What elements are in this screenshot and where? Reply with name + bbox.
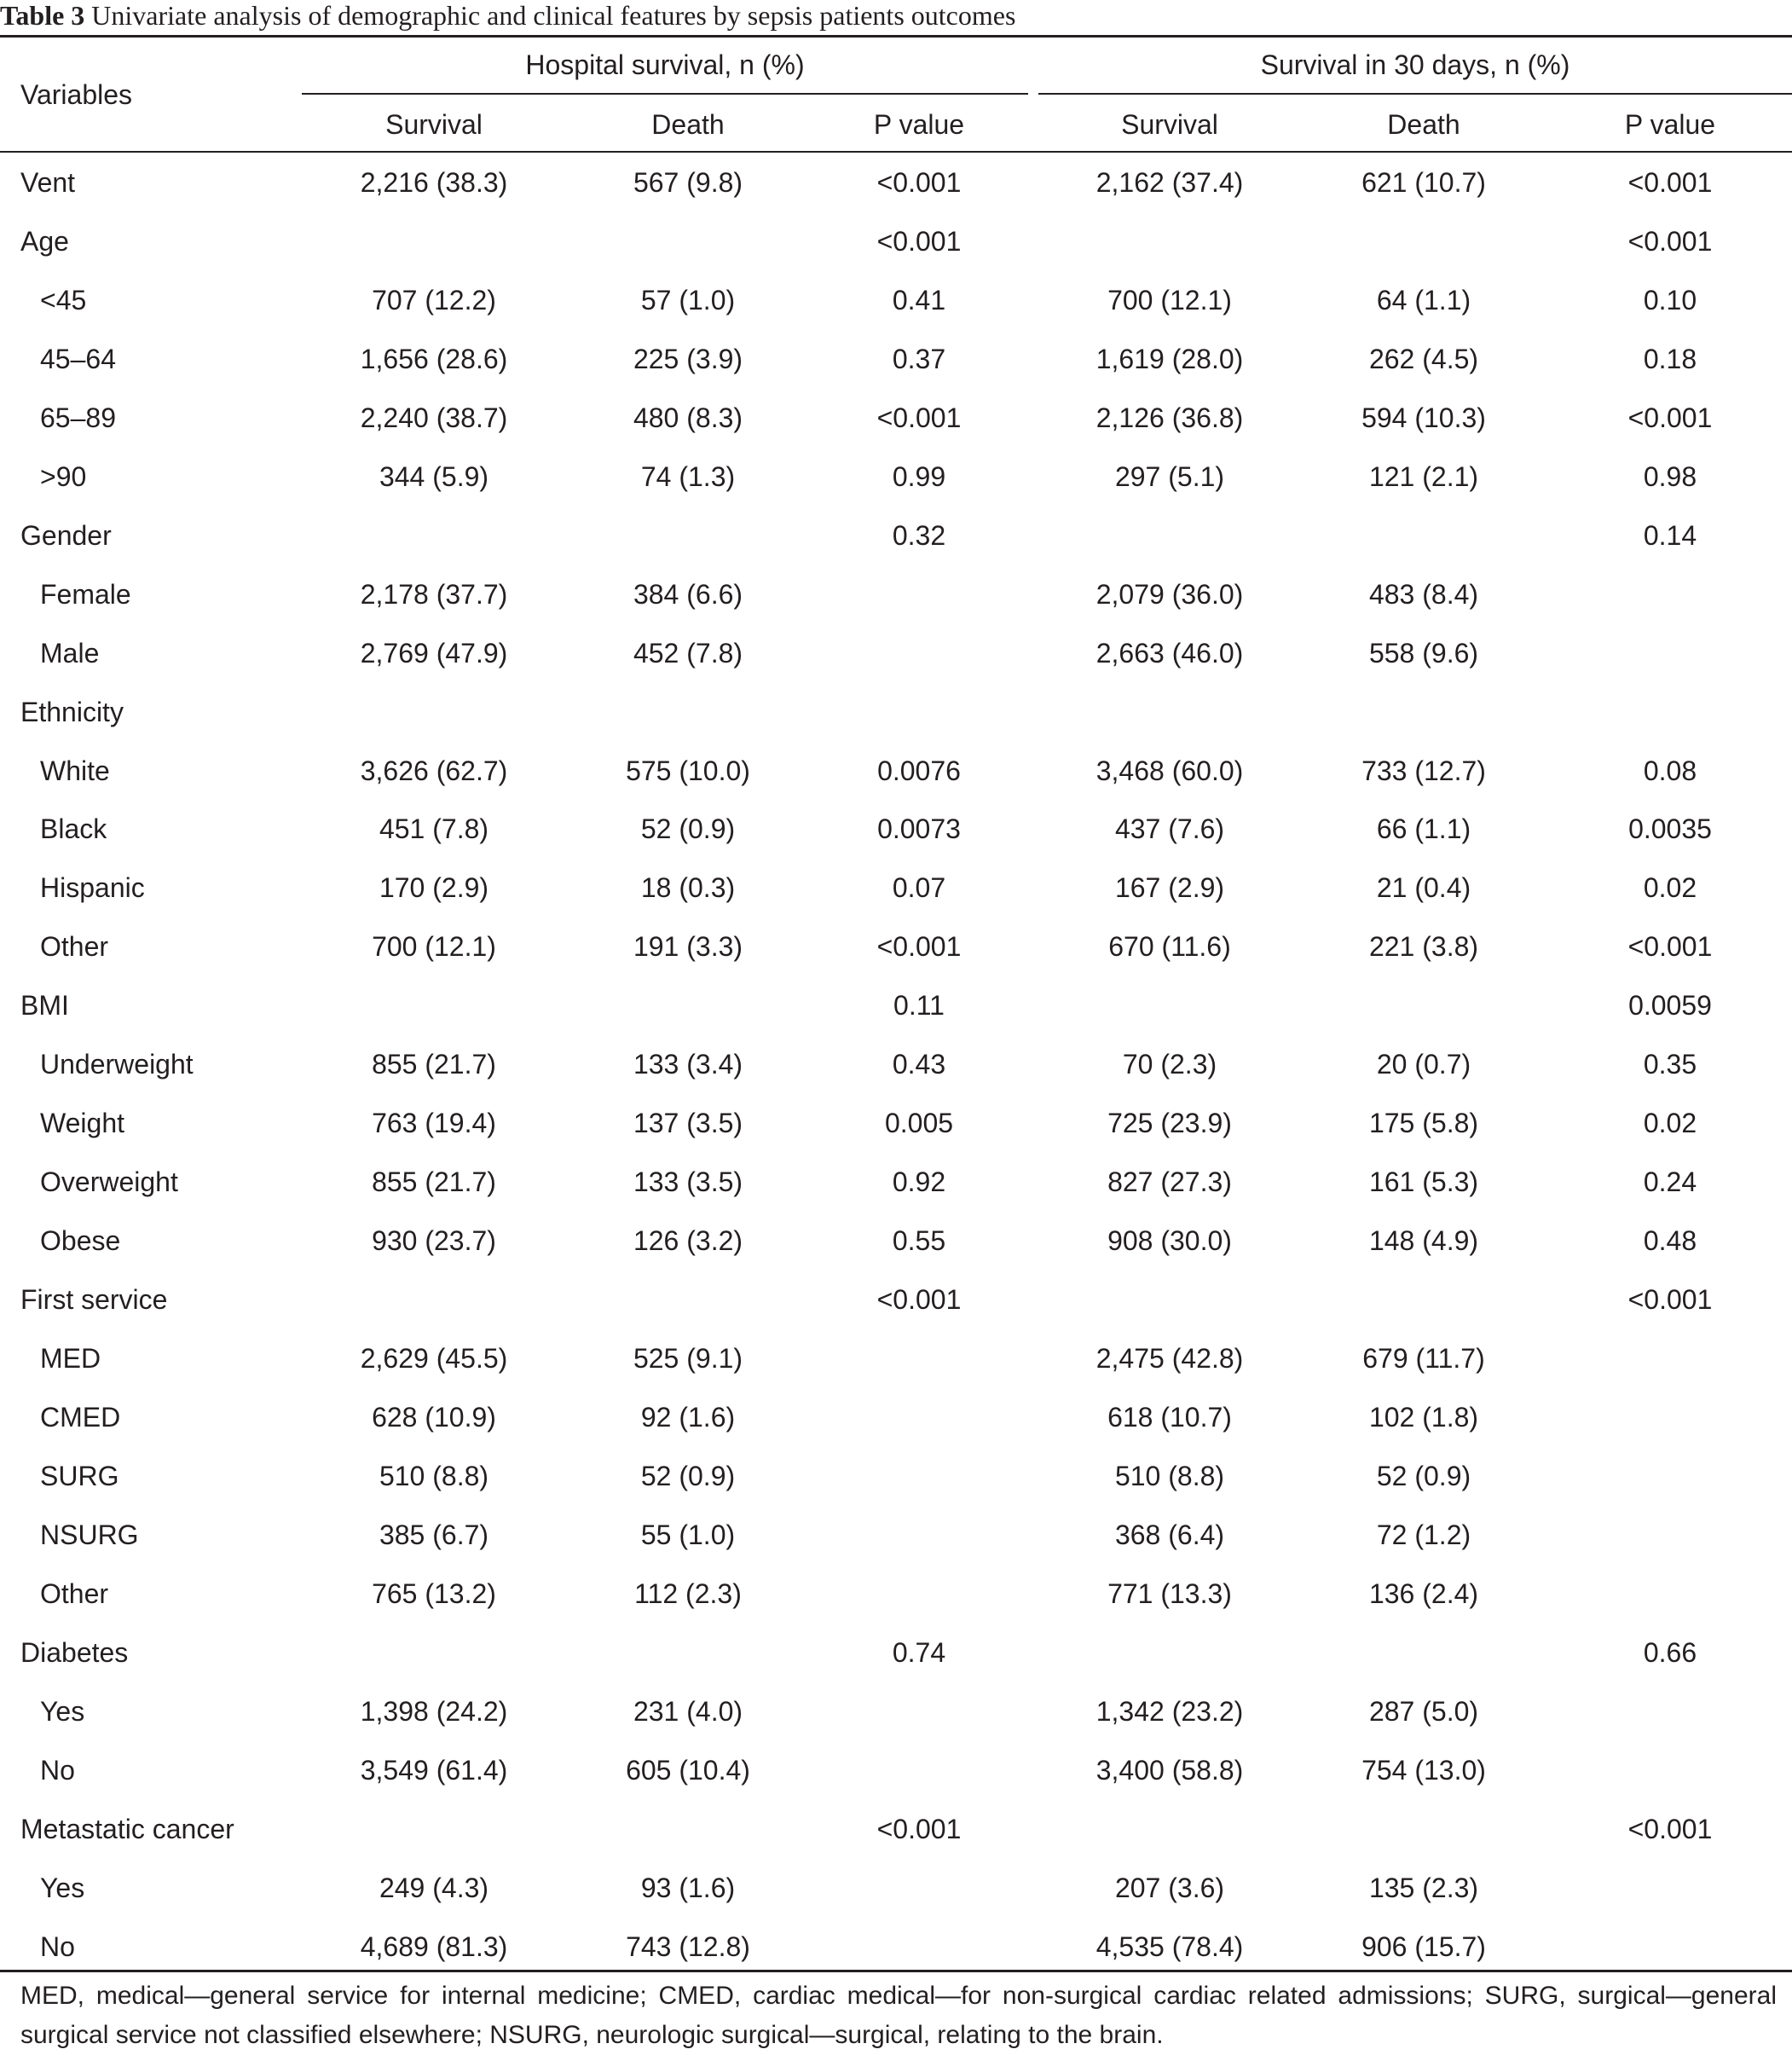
top-rule bbox=[0, 35, 1792, 38]
cell-hospital-death: 452 (7.8) bbox=[633, 638, 743, 669]
cell-hospital-survival: 700 (12.1) bbox=[372, 931, 496, 962]
row-label: Overweight bbox=[40, 1166, 178, 1197]
cell-hospital-p-value: 0.55 bbox=[892, 1225, 946, 1256]
cell-day30-p-value: 0.98 bbox=[1643, 461, 1697, 492]
cell-day30-p-value: 0.10 bbox=[1643, 285, 1697, 315]
cell-day30-death: 136 (2.4) bbox=[1368, 1578, 1479, 1609]
row-label: Other bbox=[40, 931, 109, 962]
cell-hospital-p-value: 0.37 bbox=[892, 344, 946, 374]
cell-day30-p-value: 0.35 bbox=[1643, 1049, 1697, 1080]
cell-day30-survival: 618 (10.7) bbox=[1107, 1402, 1232, 1433]
cell-hospital-survival: 249 (4.3) bbox=[379, 1873, 489, 1903]
cell-hospital-death: 52 (0.9) bbox=[640, 1461, 736, 1491]
cell-day30-death: 121 (2.1) bbox=[1368, 461, 1479, 492]
cell-day30-p-value: <0.001 bbox=[1627, 1284, 1713, 1315]
cell-day30-survival: 510 (8.8) bbox=[1114, 1461, 1225, 1491]
cell-hospital-survival: 765 (13.2) bbox=[372, 1578, 496, 1609]
cell-day30-p-value: <0.001 bbox=[1627, 226, 1713, 257]
cell-hospital-survival: 510 (8.8) bbox=[379, 1461, 489, 1491]
cell-day30-p-value: 0.66 bbox=[1643, 1637, 1697, 1668]
cell-day30-survival: 3,400 (58.8) bbox=[1095, 1755, 1244, 1786]
cell-day30-survival: 70 (2.3) bbox=[1122, 1049, 1217, 1080]
row-label: First service bbox=[20, 1284, 168, 1315]
cell-day30-death: 21 (0.4) bbox=[1376, 872, 1471, 903]
cell-hospital-p-value: 0.005 bbox=[884, 1108, 954, 1138]
cell-day30-p-value: 0.0035 bbox=[1628, 813, 1712, 844]
cell-day30-death: 64 (1.1) bbox=[1376, 285, 1471, 315]
cell-hospital-survival: 2,178 (37.7) bbox=[360, 579, 508, 610]
column-header-hospital-death: Death bbox=[651, 109, 725, 140]
cell-hospital-death: 575 (10.0) bbox=[626, 755, 750, 786]
cell-hospital-death: 137 (3.5) bbox=[633, 1108, 743, 1138]
row-label: Male bbox=[40, 638, 100, 669]
row-label: Underweight bbox=[40, 1049, 194, 1080]
cell-hospital-death: 384 (6.6) bbox=[633, 579, 743, 610]
cell-day30-death: 148 (4.9) bbox=[1368, 1225, 1479, 1256]
cell-day30-survival: 4,535 (78.4) bbox=[1095, 1931, 1244, 1962]
cell-hospital-death: 133 (3.5) bbox=[633, 1166, 743, 1197]
cell-hospital-p-value: 0.32 bbox=[892, 520, 946, 551]
row-label: SURG bbox=[40, 1461, 119, 1491]
cell-hospital-survival: 855 (21.7) bbox=[372, 1049, 496, 1080]
cell-day30-survival: 2,079 (36.0) bbox=[1095, 579, 1244, 610]
cell-hospital-survival: 2,240 (38.7) bbox=[360, 402, 508, 433]
cell-hospital-death: 112 (2.3) bbox=[634, 1578, 742, 1609]
cell-hospital-survival: 2,216 (38.3) bbox=[360, 167, 508, 198]
row-label: Hispanic bbox=[40, 872, 145, 903]
cell-hospital-p-value: 0.41 bbox=[892, 285, 946, 315]
cell-hospital-p-value: 0.07 bbox=[892, 872, 946, 903]
row-label: Obese bbox=[40, 1225, 121, 1256]
cell-hospital-survival: 628 (10.9) bbox=[372, 1402, 496, 1433]
cell-day30-p-value: 0.18 bbox=[1643, 344, 1697, 374]
cell-hospital-survival: 1,656 (28.6) bbox=[360, 344, 508, 374]
cell-day30-death: 679 (11.7) bbox=[1362, 1343, 1485, 1374]
row-label: No bbox=[40, 1755, 75, 1786]
row-label: 65–89 bbox=[40, 402, 116, 433]
cell-day30-survival: 670 (11.6) bbox=[1108, 931, 1231, 962]
cell-hospital-p-value: 0.43 bbox=[892, 1049, 946, 1080]
cell-hospital-p-value: <0.001 bbox=[876, 402, 962, 433]
cell-hospital-survival: 2,769 (47.9) bbox=[360, 638, 508, 669]
cell-day30-death: 52 (0.9) bbox=[1376, 1461, 1471, 1491]
row-label: Vent bbox=[20, 167, 76, 198]
row-label: Female bbox=[40, 579, 131, 610]
row-label: White bbox=[40, 755, 110, 786]
table-caption bbox=[0, 0, 1015, 34]
cell-day30-p-value: 0.02 bbox=[1643, 1108, 1697, 1138]
cell-hospital-p-value: 0.74 bbox=[892, 1637, 946, 1668]
cell-hospital-survival: 2,629 (45.5) bbox=[360, 1343, 508, 1374]
row-label: CMED bbox=[40, 1402, 121, 1433]
cell-day30-survival: 297 (5.1) bbox=[1114, 461, 1225, 492]
cell-hospital-survival: 170 (2.9) bbox=[379, 872, 489, 903]
row-label: Metastatic cancer bbox=[20, 1814, 234, 1844]
header-rule bbox=[0, 151, 1792, 153]
cell-day30-death: 621 (10.7) bbox=[1361, 167, 1486, 198]
cell-hospital-death: 225 (3.9) bbox=[633, 344, 743, 374]
row-label: Weight bbox=[40, 1108, 125, 1138]
row-label: Gender bbox=[20, 520, 112, 551]
cell-day30-survival: 827 (27.3) bbox=[1107, 1166, 1232, 1197]
cell-day30-survival: 700 (12.1) bbox=[1107, 285, 1232, 315]
column-header-hospital-p-value: P value bbox=[873, 109, 965, 140]
cell-day30-death: 558 (9.6) bbox=[1368, 638, 1479, 669]
cell-day30-survival: 908 (30.0) bbox=[1107, 1225, 1232, 1256]
row-label: BMI bbox=[20, 990, 69, 1021]
cell-day30-p-value: <0.001 bbox=[1627, 931, 1713, 962]
cell-day30-death: 483 (8.4) bbox=[1368, 579, 1479, 610]
hospital-survival-header: Hospital survival, n (%) bbox=[525, 49, 805, 80]
row-label: >90 bbox=[40, 461, 87, 492]
cell-hospital-death: 567 (9.8) bbox=[633, 167, 743, 198]
cell-day30-death: 175 (5.8) bbox=[1368, 1108, 1479, 1138]
cell-hospital-death: 525 (9.1) bbox=[633, 1343, 743, 1374]
cell-day30-death: 20 (0.7) bbox=[1376, 1049, 1471, 1080]
table-caption-text: Univariate analysis of demographic and clinical features by sepsis patients outcomes bbox=[91, 0, 1016, 31]
cell-day30-death: 733 (12.7) bbox=[1361, 755, 1486, 786]
table-caption-label: Table 3 bbox=[0, 0, 85, 31]
cell-day30-survival: 771 (13.3) bbox=[1107, 1578, 1232, 1609]
row-label: Yes bbox=[40, 1873, 85, 1903]
cell-hospital-survival: 4,689 (81.3) bbox=[360, 1931, 508, 1962]
cell-hospital-death: 93 (1.6) bbox=[640, 1873, 736, 1903]
column-header-hospital-survival: Survival bbox=[385, 109, 483, 140]
survival-30-days-header: Survival in 30 days, n (%) bbox=[1260, 49, 1570, 80]
cell-day30-survival: 207 (3.6) bbox=[1114, 1873, 1225, 1903]
cell-hospital-survival: 344 (5.9) bbox=[379, 461, 489, 492]
cell-day30-survival: 368 (6.4) bbox=[1114, 1520, 1225, 1550]
row-label: Age bbox=[20, 226, 69, 257]
cell-hospital-p-value: 0.92 bbox=[892, 1166, 946, 1197]
cell-day30-p-value: 0.02 bbox=[1643, 872, 1697, 903]
cell-day30-survival: 2,162 (37.4) bbox=[1095, 167, 1244, 198]
cell-hospital-p-value: <0.001 bbox=[876, 1814, 962, 1844]
cell-day30-death: 102 (1.8) bbox=[1368, 1402, 1479, 1433]
cell-day30-p-value: <0.001 bbox=[1627, 167, 1713, 198]
cell-day30-death: 754 (13.0) bbox=[1361, 1755, 1486, 1786]
table-footnote: MED, medical—general service for internal medicine; CMED, cardiac medical—for non-surgical cardiac related admissions; SURG, surgical—general surgical service not classified elsewhere; NSURG, neurologic surgical—surgical, relating to the brain. bbox=[20, 1982, 1777, 2049]
cell-day30-death: 287 (5.0) bbox=[1368, 1696, 1479, 1727]
variables-header: Variables bbox=[20, 79, 133, 110]
cell-day30-survival: 1,342 (23.2) bbox=[1095, 1696, 1244, 1727]
cell-day30-survival: 725 (23.9) bbox=[1107, 1108, 1232, 1138]
cell-day30-death: 135 (2.3) bbox=[1368, 1873, 1479, 1903]
cell-hospital-death: 126 (3.2) bbox=[633, 1225, 743, 1256]
cell-hospital-survival: 763 (19.4) bbox=[372, 1108, 496, 1138]
row-label: Black bbox=[40, 813, 107, 844]
cell-hospital-death: 480 (8.3) bbox=[633, 402, 743, 433]
row-label: No bbox=[40, 1931, 75, 1962]
row-label: NSURG bbox=[40, 1520, 139, 1550]
bottom-rule bbox=[0, 1970, 1792, 1972]
row-label: Other bbox=[40, 1578, 109, 1609]
cell-day30-p-value: 0.14 bbox=[1643, 520, 1697, 551]
cell-day30-p-value: 0.48 bbox=[1643, 1225, 1697, 1256]
row-label: Ethnicity bbox=[20, 697, 124, 727]
cell-hospital-death: 74 (1.3) bbox=[640, 461, 736, 492]
cell-day30-p-value: 0.0059 bbox=[1628, 990, 1712, 1021]
cell-hospital-p-value: <0.001 bbox=[876, 1284, 962, 1315]
survival-30-days-underline bbox=[1038, 93, 1792, 95]
cell-hospital-p-value: 0.0076 bbox=[877, 755, 961, 786]
cell-day30-survival: 167 (2.9) bbox=[1114, 872, 1225, 903]
cell-hospital-death: 231 (4.0) bbox=[633, 1696, 743, 1727]
cell-hospital-death: 92 (1.6) bbox=[640, 1402, 736, 1433]
cell-hospital-death: 191 (3.3) bbox=[633, 931, 743, 962]
cell-day30-death: 66 (1.1) bbox=[1376, 813, 1471, 844]
cell-hospital-death: 605 (10.4) bbox=[626, 1755, 750, 1786]
row-label: Diabetes bbox=[20, 1637, 129, 1668]
cell-hospital-survival: 3,549 (61.4) bbox=[360, 1755, 508, 1786]
cell-day30-survival: 2,126 (36.8) bbox=[1095, 402, 1244, 433]
cell-hospital-p-value: 0.11 bbox=[893, 990, 945, 1021]
cell-hospital-p-value: <0.001 bbox=[876, 226, 962, 257]
column-header-day30-survival: Survival bbox=[1121, 109, 1218, 140]
cell-day30-survival: 2,663 (46.0) bbox=[1095, 638, 1244, 669]
cell-hospital-p-value: <0.001 bbox=[876, 931, 962, 962]
cell-day30-p-value: <0.001 bbox=[1627, 402, 1713, 433]
cell-day30-death: 221 (3.8) bbox=[1368, 931, 1479, 962]
cell-hospital-p-value: 0.99 bbox=[892, 461, 946, 492]
cell-day30-death: 262 (4.5) bbox=[1368, 344, 1479, 374]
cell-day30-p-value: 0.24 bbox=[1643, 1166, 1697, 1197]
cell-day30-p-value: <0.001 bbox=[1627, 1814, 1713, 1844]
cell-day30-survival: 437 (7.6) bbox=[1114, 813, 1225, 844]
row-label: Yes bbox=[40, 1696, 85, 1727]
cell-hospital-death: 52 (0.9) bbox=[640, 813, 736, 844]
cell-day30-survival: 3,468 (60.0) bbox=[1095, 755, 1244, 786]
cell-day30-death: 161 (5.3) bbox=[1368, 1166, 1479, 1197]
row-label: MED bbox=[40, 1343, 101, 1374]
cell-day30-death: 72 (1.2) bbox=[1376, 1520, 1471, 1550]
cell-hospital-survival: 3,626 (62.7) bbox=[360, 755, 508, 786]
cell-hospital-death: 133 (3.4) bbox=[633, 1049, 743, 1080]
cell-hospital-p-value: <0.001 bbox=[876, 167, 962, 198]
cell-hospital-survival: 385 (6.7) bbox=[379, 1520, 489, 1550]
cell-day30-p-value: 0.08 bbox=[1643, 755, 1697, 786]
cell-hospital-p-value: 0.0073 bbox=[877, 813, 961, 844]
row-label: <45 bbox=[40, 285, 87, 315]
cell-hospital-survival: 855 (21.7) bbox=[372, 1166, 496, 1197]
cell-day30-death: 594 (10.3) bbox=[1361, 402, 1486, 433]
cell-hospital-survival: 451 (7.8) bbox=[379, 813, 489, 844]
cell-day30-survival: 2,475 (42.8) bbox=[1095, 1343, 1244, 1374]
cell-day30-death: 906 (15.7) bbox=[1361, 1931, 1486, 1962]
cell-hospital-death: 743 (12.8) bbox=[626, 1931, 750, 1962]
column-header-day30-p-value: P value bbox=[1624, 109, 1716, 140]
cell-hospital-death: 57 (1.0) bbox=[640, 285, 736, 315]
row-label: 45–64 bbox=[40, 344, 116, 374]
cell-day30-survival: 1,619 (28.0) bbox=[1095, 344, 1244, 374]
cell-hospital-survival: 707 (12.2) bbox=[372, 285, 496, 315]
cell-hospital-survival: 1,398 (24.2) bbox=[360, 1696, 508, 1727]
cell-hospital-survival: 930 (23.7) bbox=[372, 1225, 496, 1256]
cell-hospital-death: 18 (0.3) bbox=[640, 872, 736, 903]
column-header-day30-death: Death bbox=[1387, 109, 1460, 140]
hospital-survival-underline bbox=[302, 93, 1028, 95]
cell-hospital-death: 55 (1.0) bbox=[640, 1520, 736, 1550]
